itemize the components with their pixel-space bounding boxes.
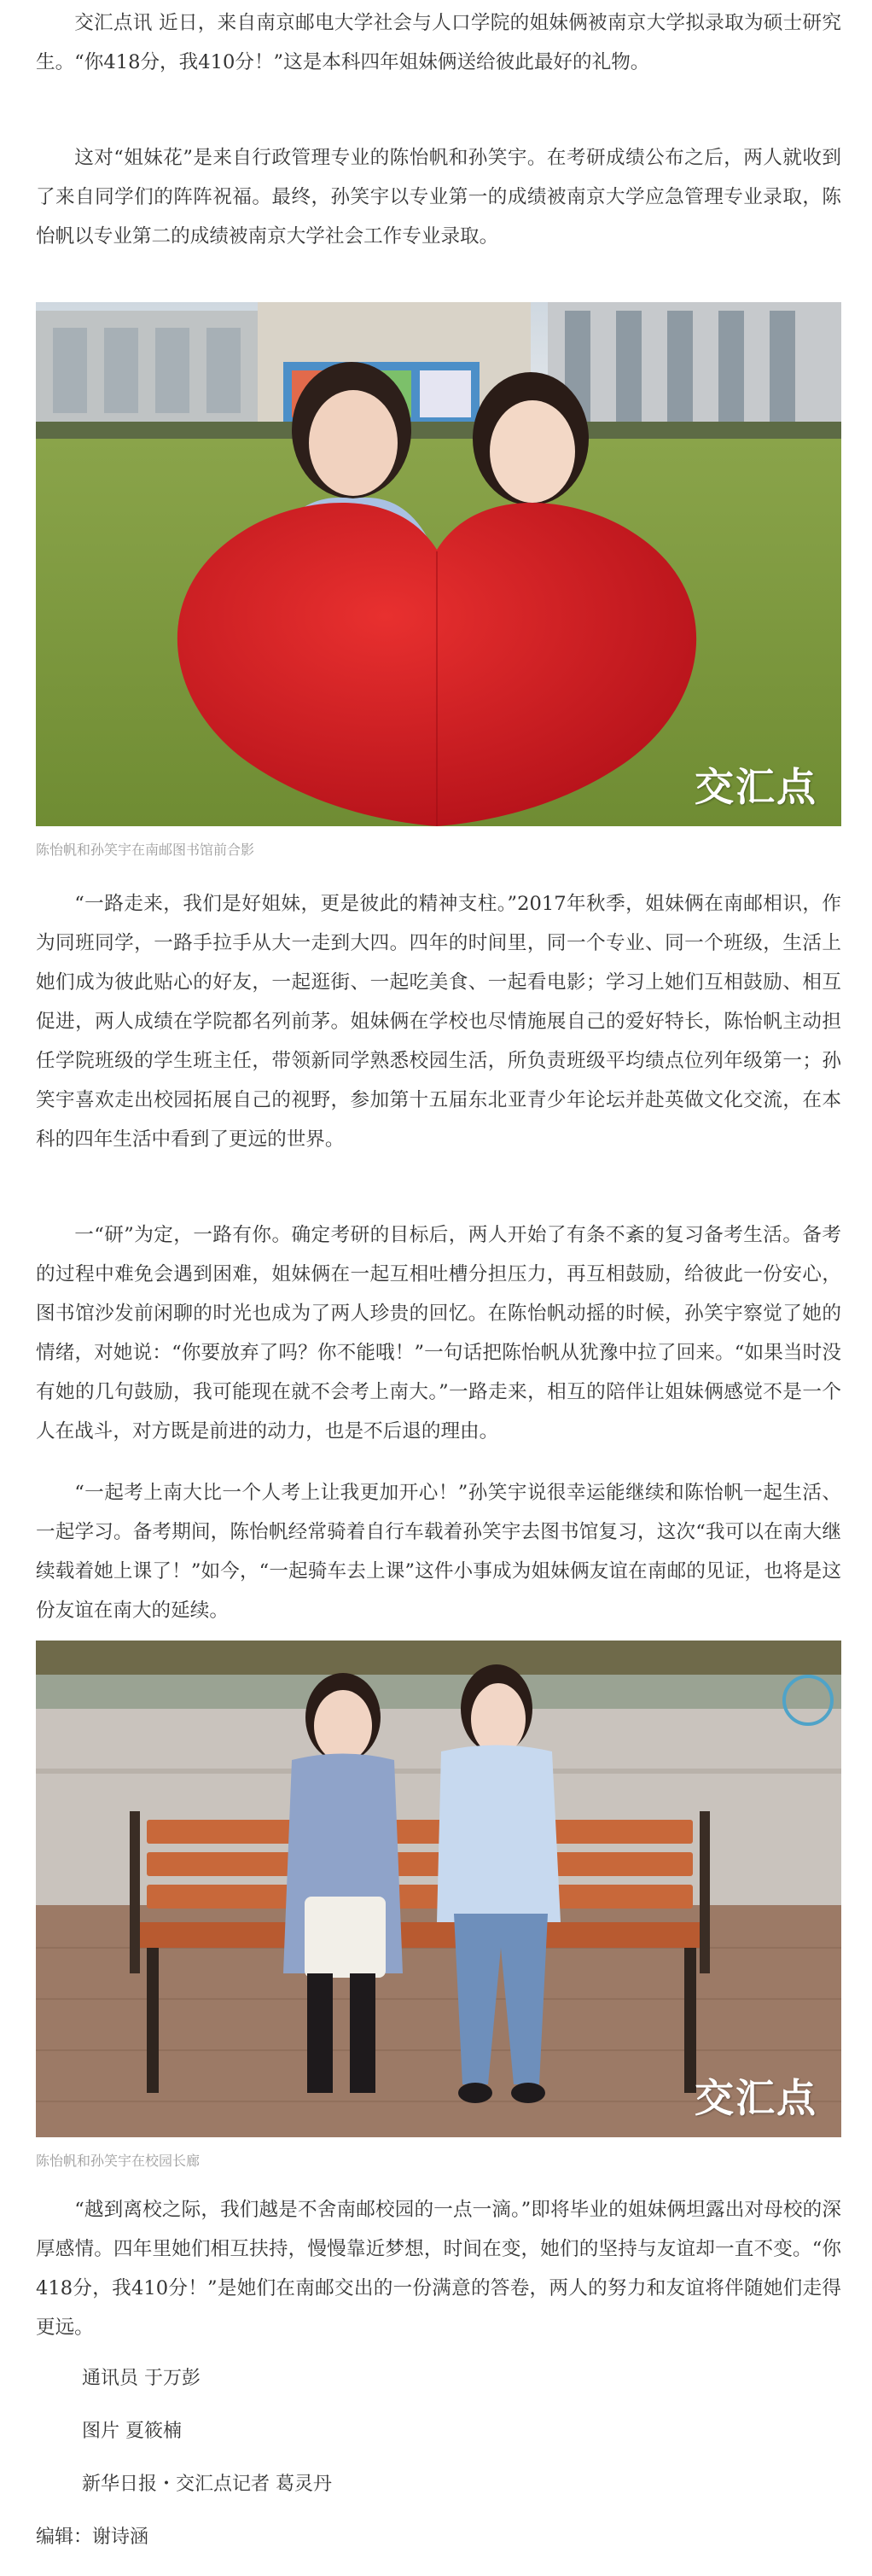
credit-editor: 编辑：谢诗涵 bbox=[36, 2526, 149, 2548]
watermark-logo: 交汇点 bbox=[695, 764, 817, 810]
photo-caption-2: 陈怡帆和孙笑宇在校园长廊 bbox=[36, 2153, 201, 2169]
credit-photo: 图片 夏筱楠 bbox=[82, 2421, 182, 2442]
paragraph-intro: 交汇点讯 近日，来自南京邮电大学社会与人口学院的姐妹俩被南京大学拟录取为硕士研究生。“你418分，我410分！”这是本科四年姐妹俩送给彼此最好的礼物。 bbox=[36, 12, 841, 73]
photo-caption-1: 陈怡帆和孙笑宇在南邮图书馆前合影 bbox=[36, 842, 255, 858]
photo-heart bbox=[36, 302, 841, 826]
paragraph-4: 一“研”为定，一路有你。确定考研的目标后，两人开始了有条不紊的复习备考生活。备考的过程中难免会遇到困难，姐妹俩在一起互相吐槽分担压力，再互相鼓励，给彼此一份安心，图书馆沙发前闲聊的时光也成为了两人珍贵的回忆。在陈怡帆动摇的时候，孙笑宇察觉了她的情绪，对她说：“你要放弃了吗？你不能哦！”一句话把陈怡帆从犹豫中拉了回来。“如果当时没有她的几句鼓励，我可能现在就不会考上南大。”一路走来，相互的陪伴让姐妹俩感觉不是一个人在战斗，对方既是前进的动力，也是不后退的理由。 bbox=[36, 1224, 841, 1442]
paragraph-6: “越到离校之际，我们越是不舍南邮校园的一点一滴。”即将毕业的姐妹俩坦露出对母校的深厚感情。四年里她们相互扶持，慢慢靠近梦想，时间在变，她们的坚持与友谊却一直不变。“你418分，我410分！”是她们在南邮交出的一份满意的答卷，两人的努力和友谊将伴随她们走得更远。 bbox=[36, 2199, 841, 2339]
credit-reporter: 新华日报・交汇点记者 葛灵丹 bbox=[82, 2474, 332, 2495]
paragraph-5: “一起考上南大比一个人考上让我更加开心！”孙笑宇说很幸运能继续和陈怡帆一起生活、一起学习。备考期间，陈怡帆经常骑着自行车载着孙笑宇去图书馆复习，这次“我可以在南大继续载着她上课了！”如今，“一起骑车去上课”这件小事成为姐妹俩友谊在南邮的见证，也将是这份友谊在南大的延续。 bbox=[36, 1482, 841, 1622]
paragraph-2: 这对“姐妹花”是来自行政管理专业的陈怡帆和孙笑宇。在考研成绩公布之后，两人就收到了来自同学们的阵阵祝福。最终，孙笑宇以专业第一的成绩被南京大学应急管理专业录取，陈怡帆以专业第二的成绩被南京大学社会工作专业录取。 bbox=[36, 147, 841, 248]
photo-bench bbox=[36, 1641, 841, 2137]
photo-heart-image bbox=[36, 302, 841, 826]
paragraph-3: “一路走来，我们是好姐妹，更是彼此的精神支柱。”2017年秋季，姐妹俩在南邮相识，作为同班同学，一路手拉手从大一走到大四。四年的时间里，同一个专业、同一个班级，生活上她们成为彼此贴心的好友，一起逛街、一起吃美食、一起看电影；学习上她们互相鼓励、相互促进，两人成绩在学院都名列前茅。姐妹俩在学校也尽情施展自己的爱好特长，陈怡帆主动担任学院班级的学生班主任，带领新同学熟悉校园生活，所负责班级平均绩点位列年级第一；孙笑宇喜欢走出校园拓展自己的视野，参加第十五届东北亚青少年论坛并赴英做文化交流，在本科的四年生活中看到了更远的世界。 bbox=[36, 893, 841, 1151]
watermark-logo-2: 交汇点 bbox=[695, 2075, 817, 2121]
credit-correspondent: 通讯员 于万彭 bbox=[82, 2368, 201, 2389]
photo-bench-image bbox=[36, 1641, 841, 2137]
